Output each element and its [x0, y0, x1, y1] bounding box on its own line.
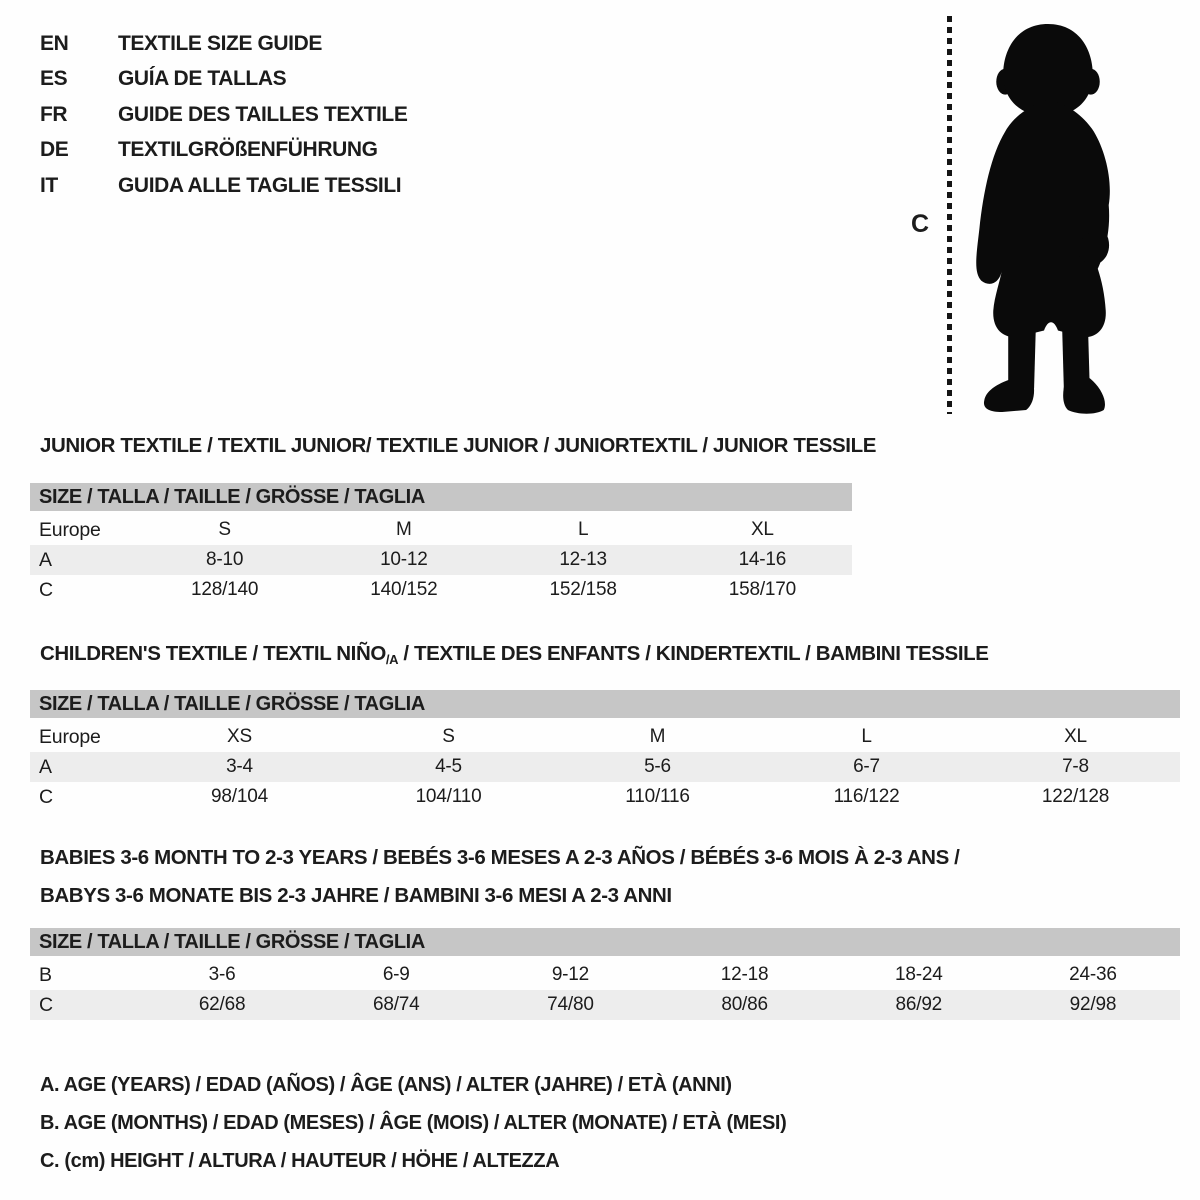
guide-title-es: GUÍA DE TALLAS	[118, 67, 287, 91]
guide-title-fr: GUIDE DES TAILLES TEXTILE	[118, 102, 408, 126]
lang-row-en	[40, 26, 407, 62]
table-row-height: C 128/140 140/152 152/158 158/170	[30, 575, 852, 605]
legend-age-years: A. AGE (YEARS) / EDAD (AÑOS) / ÂGE (ANS) / ALTER (JAHRE) / ETÀ (ANNI)	[40, 1073, 732, 1096]
babies-size-table	[30, 928, 1180, 1020]
lang-code: FR	[40, 102, 68, 126]
legend	[40, 1066, 786, 1180]
row-label: A	[39, 548, 52, 571]
guide-title-de: TEXTILGRÖßENFÜHRUNG	[118, 138, 378, 162]
lang-row-es	[40, 62, 407, 98]
table-row-age: A 8-10 10-12 12-13 14-16	[30, 545, 852, 575]
legend-height-cm: C. (cm) HEIGHT / ALTURA / HAUTEUR / HÖHE / ALTEZZA	[40, 1149, 560, 1172]
lang-row-de	[40, 133, 407, 169]
language-title-list	[40, 26, 407, 204]
height-measure-label: C	[911, 210, 930, 238]
size-header-band: SIZE / TALLA / TAILLE / GRÖSSE / TAGLIA	[30, 928, 1180, 956]
row-label: Europe	[39, 518, 101, 541]
row-label: C	[39, 993, 53, 1016]
lang-row-it	[40, 168, 407, 204]
size-header-band: SIZE / TALLA / TAILLE / GRÖSSE / TAGLIA	[30, 690, 1180, 718]
junior-section-title: JUNIOR TEXTILE / TEXTIL JUNIOR/ TEXTILE JUNIOR / JUNIORTEXTIL / JUNIOR TESSILE	[40, 434, 876, 457]
table-row-height: C 62/68 68/74 74/80 80/86 86/92 92/98	[30, 990, 1180, 1020]
babies-section-title-line1: BABIES 3-6 MONTH TO 2-3 YEARS / BEBÉS 3-6 MESES A 2-3 AÑOS / BÉBÉS 3-6 MOIS À 2-3 ANS /	[40, 846, 960, 869]
table-row-age: A 3-4 4-5 5-6 6-7 7-8	[30, 752, 1180, 782]
row-label: C	[39, 785, 53, 808]
babies-section-title-line2: BABYS 3-6 MONATE BIS 2-3 JAHRE / BAMBINI 3-6 MESI A 2-3 ANNI	[40, 884, 672, 907]
size-header-band: SIZE / TALLA / TAILLE / GRÖSSE / TAGLIA	[30, 483, 852, 511]
lang-code: IT	[40, 173, 58, 197]
row-label: Europe	[39, 725, 101, 748]
row-label: B	[39, 963, 52, 986]
row-label: C	[39, 578, 53, 601]
row-label: A	[39, 755, 52, 778]
nino-a-subscript: /A	[385, 652, 399, 667]
lang-row-fr	[40, 97, 407, 133]
toddler-silhouette-icon	[958, 20, 1144, 418]
children-size-table	[30, 690, 1180, 812]
lang-code: ES	[40, 67, 68, 91]
guide-title-it: GUIDA ALLE TAGLIE TESSILI	[118, 173, 402, 197]
guide-title-en: TEXTILE SIZE GUIDE	[118, 31, 322, 55]
children-section-title: CHILDREN'S TEXTILE / TEXTIL NIÑO/A / TEXTILE DES ENFANTS / KINDERTEXTIL / BAMBINI TESSILE	[40, 642, 989, 667]
table-row-europe: Europe XS S M L XL	[30, 722, 1180, 752]
junior-size-table	[30, 483, 852, 605]
table-row-age-months: B 3-6 6-9 9-12 12-18 18-24 24-36	[30, 960, 1180, 990]
table-row-height: C 98/104 104/110 110/116 116/122 122/128	[30, 782, 1180, 812]
legend-age-months: B. AGE (MONTHS) / EDAD (MESES) / ÂGE (MOIS) / ALTER (MONATE) / ETÀ (MESI)	[40, 1111, 787, 1134]
lang-code: EN	[40, 31, 69, 55]
lang-code: DE	[40, 138, 69, 162]
table-row-europe: Europe S M L XL	[30, 515, 852, 545]
height-measure-line	[947, 16, 952, 414]
